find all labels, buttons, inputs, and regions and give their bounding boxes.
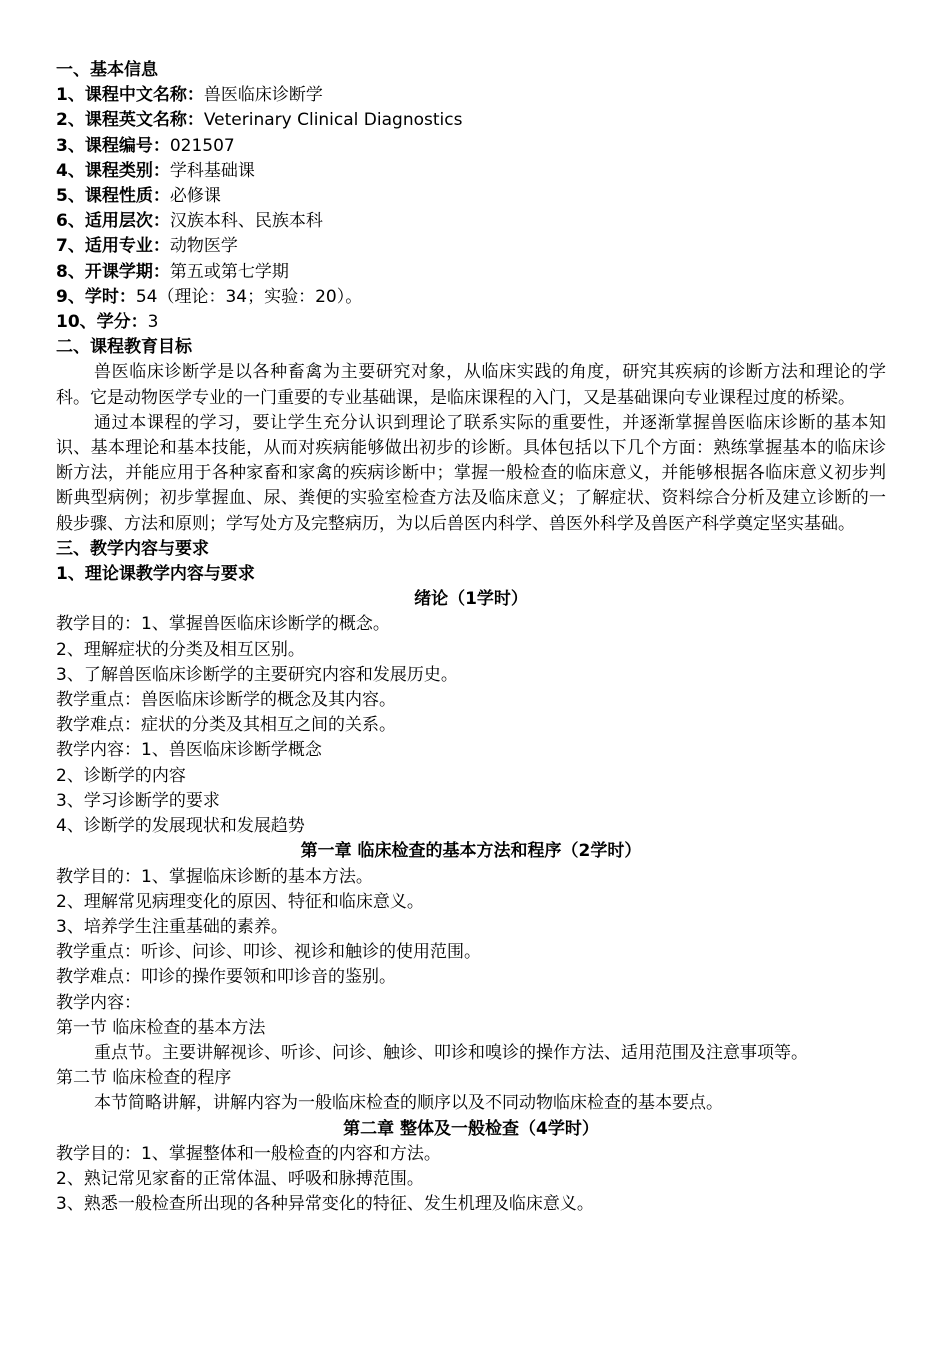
info-row-level [56, 209, 886, 234]
chapter-title-intro: 绪论（1学时） [414, 589, 528, 610]
goals-paragraph-1: 兽医临床诊断学是以各种畜禽为主要研究对象，从临床实践的角度，研究其疾病的诊断方法和理论的学科。它是动物医学专业的一门重要的专业基础课，是临床课程的入门，又是基础课向专业课程过度的桥梁。 [56, 362, 886, 408]
text-line: 3、培养学生注重基础的素养。 [56, 916, 288, 937]
info-value: 动物医学 [169, 236, 238, 257]
text-line: 2、理解常见病理变化的原因、特征和临床意义。 [56, 891, 424, 912]
info-value: 54（理论：34；实验：20）。 [135, 286, 363, 307]
info-label: 5、课程性质： [56, 186, 170, 207]
text-line: 教学重点：兽医临床诊断学的概念及其内容。 [56, 690, 396, 711]
info-row-semester [56, 260, 886, 285]
info-value: 学科基础课 [169, 160, 255, 181]
goals-paragraph-2: 通过本课程的学习，要让学生充分认识到理论了联系实际的重要性，并逐渐掌握兽医临床诊断的基本知识、基本理论和基本技能，从而对疾病能够做出初步的诊断。具体包括以下几个方面：熟练掌握基本的临床诊断方法，并能应用于各种家畜和家禽的疾病诊断中；掌握一般检查的临床意义，并能够根据各临床意义初步判断典型病例；初步掌握血、尿、粪便的实验室检查方法及临床意义；了解症状、资料综合分析及建立诊断的一般步骤、方法和原则；学写处方及完整病历，为以后兽医内科学、兽医外科学及兽医产科学奠定坚实基础。 [56, 412, 886, 534]
info-label: 1、课程中文名称： [56, 85, 204, 106]
section-heading-content: 三、教学内容与要求 [56, 538, 209, 559]
text-line: 教学目的：1、掌握整体和一般检查的内容和方法。 [56, 1143, 441, 1164]
text-line: 3、学习诊断学的要求 [56, 790, 220, 811]
info-row-category [56, 159, 886, 184]
text-line: 教学难点：症状的分类及其相互之间的关系。 [56, 715, 396, 736]
section-heading-basic-info: 一、基本信息 [56, 60, 158, 80]
section-paragraph: 本节简略讲解，讲解内容为一般临床检查的顺序以及不同动物临床检查的基本要点。 [94, 1093, 723, 1114]
info-value: Veterinary Clinical Diagnostics [203, 110, 463, 131]
info-label: 10、学分： [56, 312, 148, 333]
text-line: 教学内容：1、兽医临床诊断学概念 [56, 740, 322, 761]
info-value: 3 [147, 312, 159, 333]
info-value: 必修课 [169, 186, 221, 207]
info-row-credits [56, 310, 886, 335]
chapter-title-1: 第一章 临床检查的基本方法和程序（2学时） [300, 841, 642, 862]
section-heading-goals: 二、课程教育目标 [56, 337, 192, 358]
text-line: 3、了解兽医临床诊断学的主要研究内容和发展历史。 [56, 664, 458, 685]
section-paragraph: 重点节。主要讲解视诊、听诊、问诊、触诊、叩诊和嗅诊的操作方法、适用范围及注意事项等。 [94, 1042, 808, 1063]
info-row-en-name [56, 108, 886, 133]
text-line: 教学内容： [56, 992, 141, 1013]
text-line: 2、诊断学的内容 [56, 765, 186, 786]
info-label: 7、适用专业： [56, 236, 170, 257]
info-label: 9、学时： [56, 286, 136, 307]
info-value: 第五或第七学期 [169, 261, 289, 282]
text-line: 教学目的：1、掌握临床诊断的基本方法。 [56, 866, 373, 887]
info-row-nature [56, 184, 886, 209]
info-row-cn-name [56, 83, 886, 108]
text-line: 4、诊断学的发展现状和发展趋势 [56, 816, 305, 837]
section-title: 第一节 临床检查的基本方法 [56, 1017, 266, 1038]
info-value: 021507 [169, 135, 235, 156]
info-label: 4、课程类别： [56, 160, 170, 181]
info-value: 兽医临床诊断学 [203, 85, 323, 106]
text-line: 2、理解症状的分类及相互区别。 [56, 639, 305, 660]
info-label: 3、课程编号： [56, 135, 170, 156]
text-line: 3、熟悉一般检查所出现的各种异常变化的特征、发生机理及临床意义。 [56, 1194, 594, 1215]
info-value: 汉族本科、民族本科 [169, 211, 323, 232]
info-label: 6、适用层次： [56, 211, 170, 232]
chapter-title-2: 第二章 整体及一般检查（4学时） [343, 1118, 599, 1139]
text-line: 教学难点：叩诊的操作要领和叩诊音的鉴别。 [56, 967, 396, 988]
info-row-code [56, 134, 886, 159]
section-title: 第二节 临床检查的程序 [56, 1068, 232, 1089]
info-row-hours [56, 285, 886, 310]
text-line: 2、熟记常见家畜的正常体温、呼吸和脉搏范围。 [56, 1168, 424, 1189]
text-line: 教学重点：听诊、问诊、叩诊、视诊和触诊的使用范围。 [56, 942, 481, 963]
text-line: 教学目的：1、掌握兽医临床诊断学的概念。 [56, 614, 390, 635]
info-row-major [56, 234, 886, 259]
subsection-heading-theory: 1、理论课教学内容与要求 [56, 564, 255, 585]
document-page [56, 58, 886, 1217]
info-label: 2、课程英文名称： [56, 110, 204, 131]
info-label: 8、开课学期： [56, 261, 170, 282]
